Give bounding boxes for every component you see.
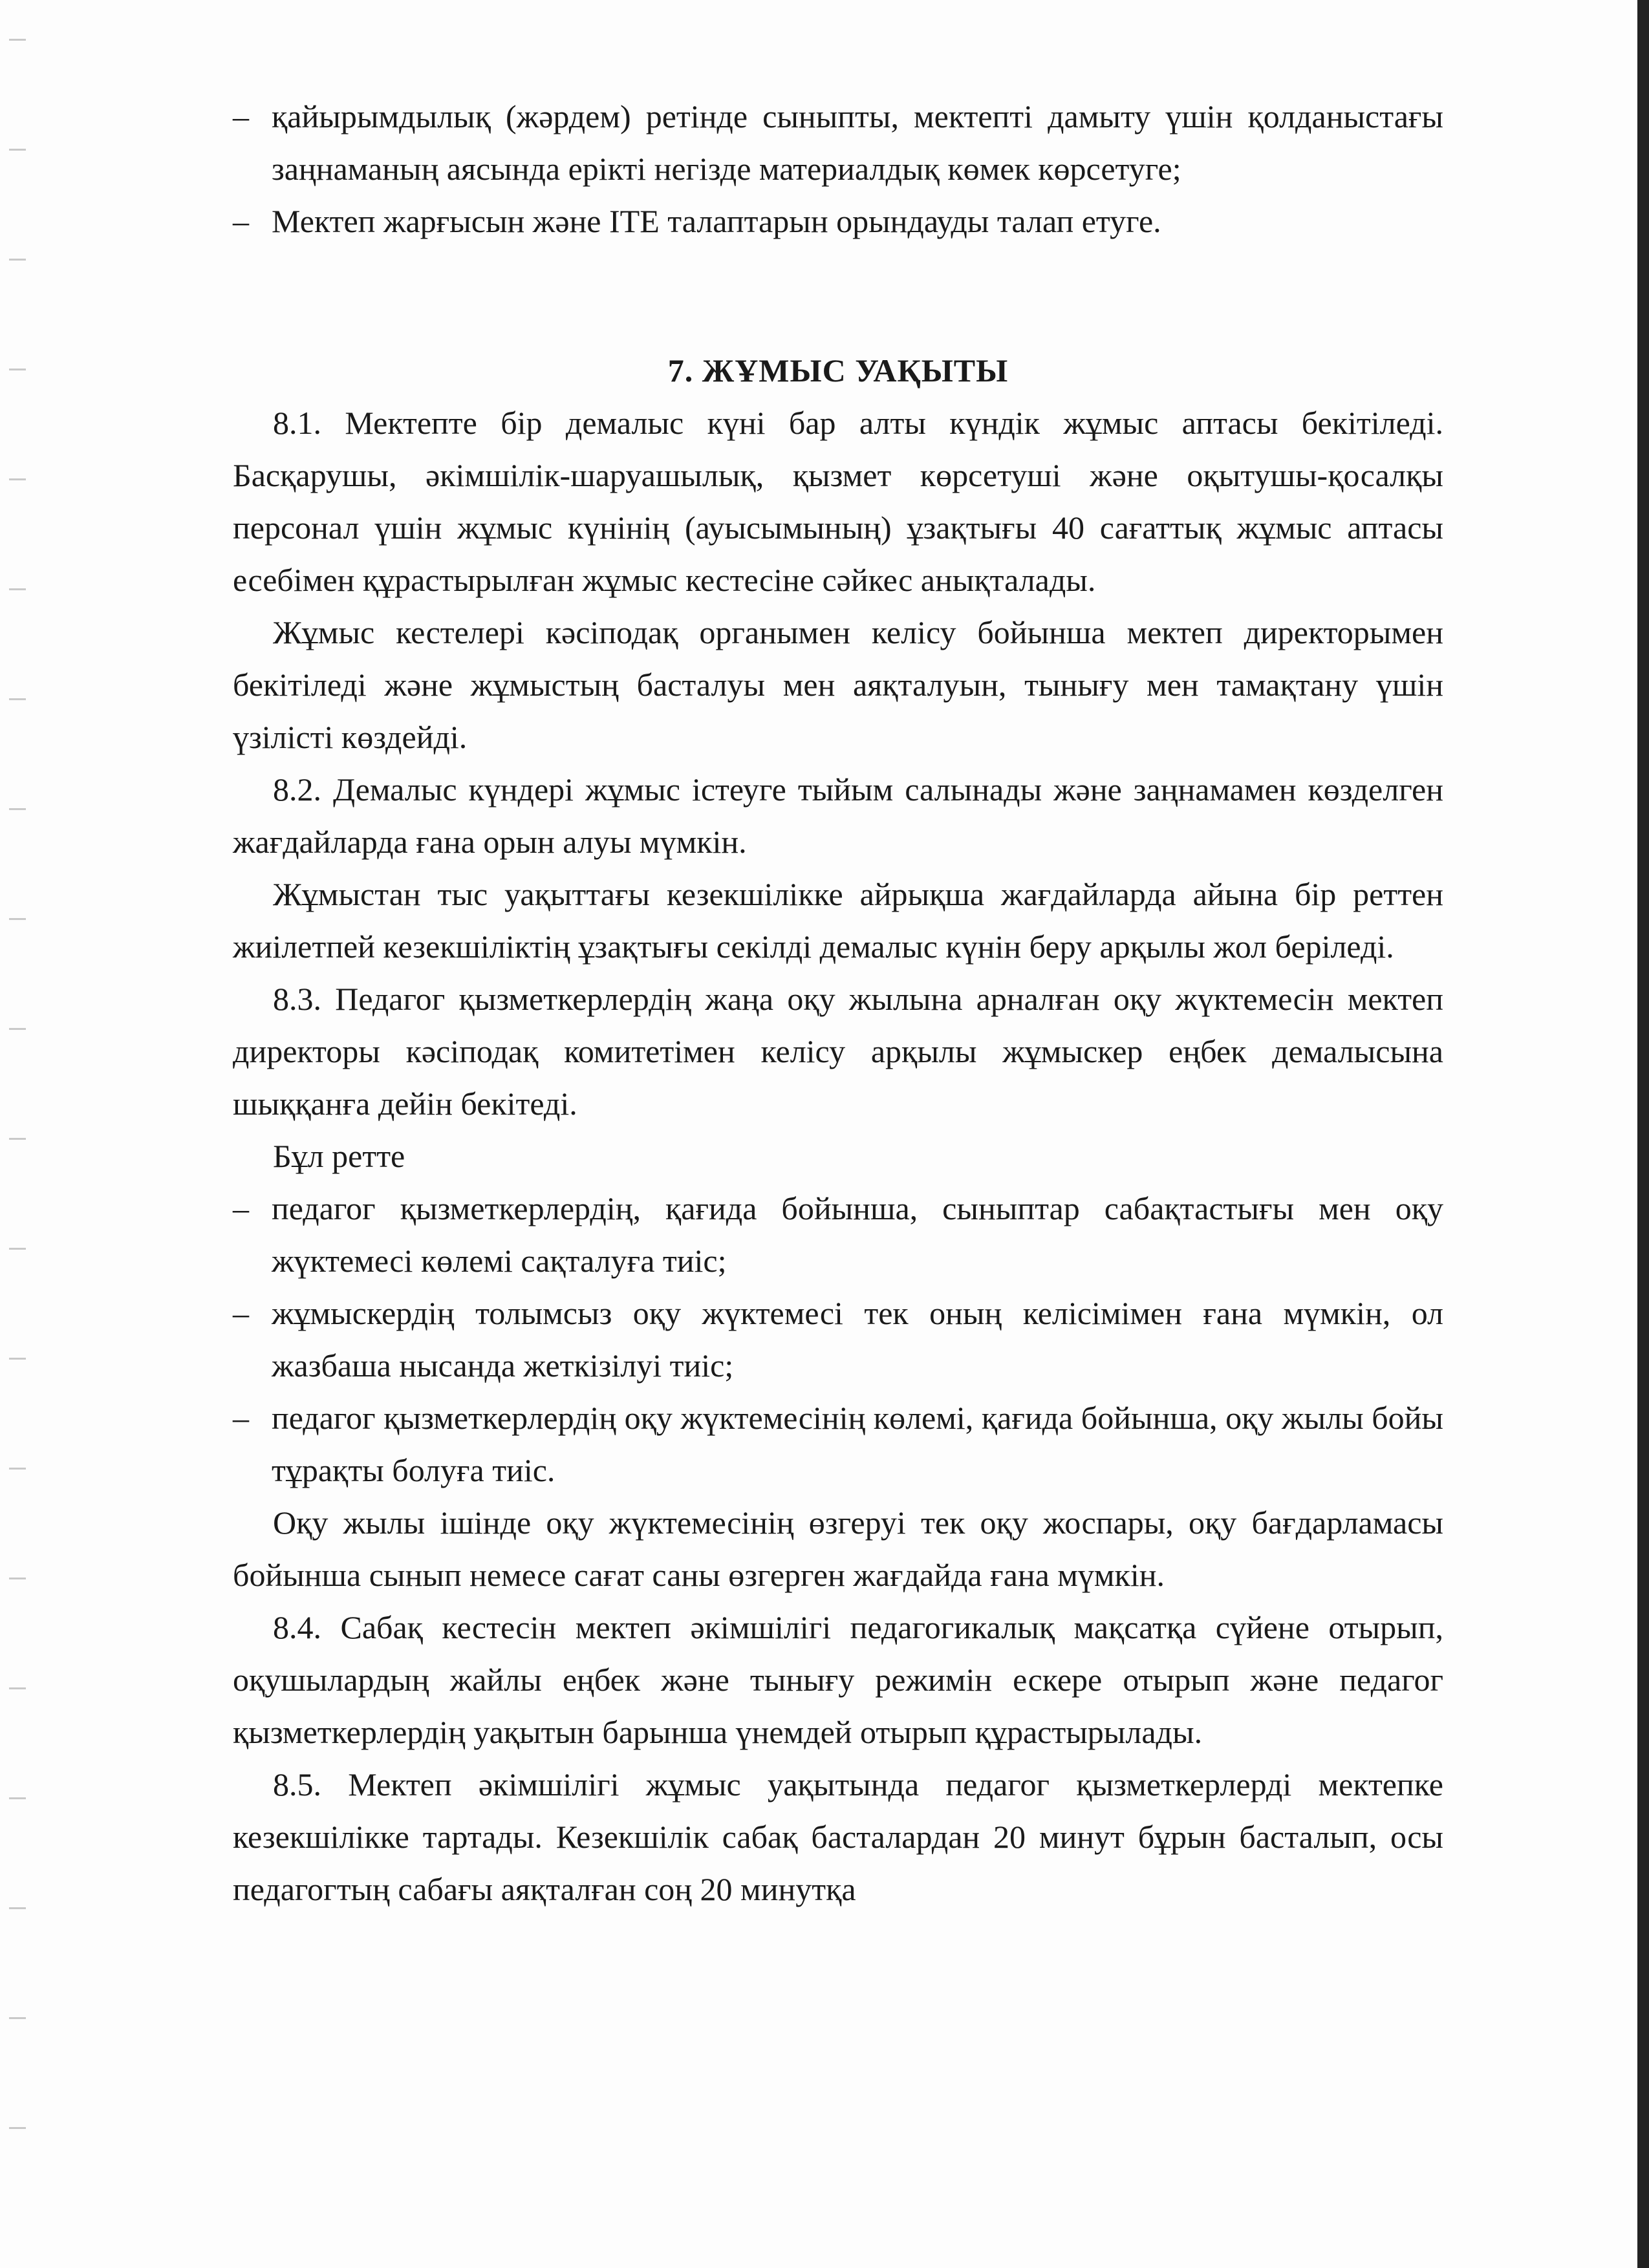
paragraph: Оқу жылы ішінде оқу жүктемесінің өзгеруі тек оқу жоспары, оқу бағдарламасы бойынша сынып немесе сағат саны өзгерген жағдайда ғана мүмкін. bbox=[233, 1504, 1443, 1593]
list-item-text: Мектеп жарғысын және ІТЕ талаптарын орындауды талап етуге. bbox=[272, 203, 1161, 239]
paragraph: 8.4. Сабақ кестесін мектеп әкімшілігі педагогикалық мақсатқа сүйене отырып, оқушылардың жайлы еңбек және тынығу режимін ескере отырып және педагог қызметкерлердің уақытын барынша үнемдей отырып құрастырылады. bbox=[233, 1609, 1443, 1750]
list-item bbox=[233, 91, 1443, 195]
paragraph: 8.1. Мектепте бір демалыс күні бар алты күндік жұмыс аптасы бекітіледі. Басқарушы, әкімшілік-шаруашылық, қызмет көрсетуші және оқытушы-қосалқы персонал үшін жұмыс күнінің (ауысымының) ұзақтығы 40 сағаттық жұмыс аптасы есебімен құрастырылған жұмыс кестесіне сәйкес анықталады. bbox=[233, 405, 1443, 598]
dash-bullet: – bbox=[233, 98, 249, 134]
margin-marks bbox=[9, 39, 35, 2211]
dash-bullet: – bbox=[233, 203, 249, 239]
dash-bullet: – bbox=[233, 1400, 249, 1436]
binding-edge bbox=[1637, 0, 1649, 2268]
paragraph: Жұмыс кестелері кәсіподақ органымен келісу бойынша мектеп директорымен бекітіледі және жұмыстың басталуы мен аяқталуын, тынығу мен тамақтану үшін үзілісті көздейді. bbox=[233, 614, 1443, 755]
list-item bbox=[233, 1182, 1443, 1287]
paragraph: 8.3. Педагог қызметкерлердің жаңа оқу жылына арналған оқу жүктемесін мектеп директоры кәсіподақ комитетімен келісу арқылы жұмыскер еңбек демалысына шыққанға дейін бекітеді. bbox=[233, 981, 1443, 1122]
list-item bbox=[233, 1287, 1443, 1392]
document-body bbox=[233, 91, 1443, 1916]
list-item-text: педагог қызметкерлердің оқу жүктемесінің көлемі, қағида бойынша, оқу жылы бойы тұрақты болуға тиіс. bbox=[272, 1400, 1443, 1488]
intro-line: Бұл ретте bbox=[273, 1138, 405, 1174]
paragraph: 8.5. Мектеп әкімшілігі жұмыс уақытында педагог қызметкерлерді мектепке кезекшілікке тартады. Кезекшілік сабақ басталардан 20 минут бұрын басталып, осы педагогтың сабағы аяқталған соң 20 минутқа bbox=[233, 1766, 1443, 1907]
list-item bbox=[233, 195, 1443, 248]
list-item-text: қайырымдылық (жәрдем) ретінде сыныпты, мектепті дамыту үшін қолданыстағы заңнаманың аясында ерікті негізде материалдық көмек көрсетуге; bbox=[272, 98, 1443, 187]
section-title: 7. ЖҰМЫС УАҚЫТЫ bbox=[667, 352, 1009, 389]
paragraph: 8.2. Демалыс күндері жұмыс істеуге тыйым салынады және заңнамамен көзделген жағдайларда ғана орын алуы мүмкін. bbox=[233, 771, 1443, 860]
list-item-text: педагог қызметкерлердің, қағида бойынша, сыныптар сабақтастығы мен оқу жүктемесі көлемі сақталуға тиіс; bbox=[272, 1190, 1443, 1279]
dash-bullet: – bbox=[233, 1190, 249, 1226]
list-item bbox=[233, 1392, 1443, 1497]
paragraph: Жұмыстан тыс уақыттағы кезекшілікке айрықша жағдайларда айына бір реттен жиілетпей кезекшіліктің ұзақтығы секілді демалыс күнін беру арқылы жол беріледі. bbox=[233, 876, 1443, 965]
list-item-text: жұмыскердің толымсыз оқу жүктемесі тек оның келісімімен ғана мүмкін, ол жазбаша нысанда жеткізілуі тиіс; bbox=[272, 1295, 1443, 1384]
dash-bullet: – bbox=[233, 1295, 249, 1331]
